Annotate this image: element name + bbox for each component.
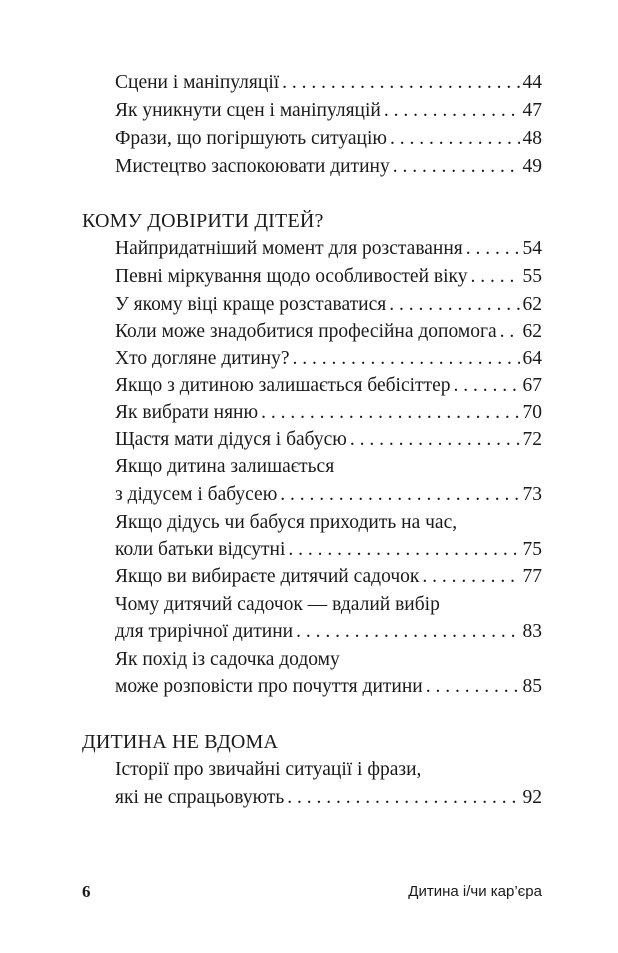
toc-entry-title: Якщо з дитиною залишається бебісіттер bbox=[115, 375, 451, 396]
toc-entry-page: 85 bbox=[522, 676, 542, 697]
toc-entry-title: Якщо ви вибираєте дитячий садочок bbox=[115, 566, 420, 587]
toc-entry-title: Мистецтво заспокоювати дитину bbox=[115, 156, 390, 177]
dot-leader bbox=[296, 619, 519, 645]
toc-entry bbox=[115, 482, 542, 508]
toc-entry bbox=[115, 98, 542, 124]
toc-entry-page: 92 bbox=[522, 787, 542, 808]
toc-entry-title-line1: Якщо дідусь чи бабуся приходить на час, bbox=[115, 512, 458, 533]
toc-entry-page: 72 bbox=[522, 429, 542, 450]
toc-entry bbox=[115, 346, 542, 372]
toc-entry-title: Певні міркування щодо особливостей віку bbox=[115, 266, 468, 287]
toc-entry bbox=[115, 319, 542, 345]
running-footer-title: Дитина і/чи кар’єра bbox=[408, 883, 542, 900]
toc-entry-page: 75 bbox=[522, 539, 542, 560]
dot-leader bbox=[390, 126, 520, 152]
toc-entry-page: 64 bbox=[522, 348, 542, 369]
toc-entry-title: з дідусем і бабусею bbox=[115, 484, 278, 505]
toc-entry-title: для трирічної дитини bbox=[115, 621, 294, 642]
toc-entry-title-line1: Як похід із садочка додому bbox=[115, 649, 340, 670]
toc-entry bbox=[115, 373, 542, 399]
toc-entry-title-line1: Історії про звичайні ситуації і фрази, bbox=[115, 759, 422, 780]
toc-entry bbox=[115, 564, 542, 590]
toc-entry-title-line1: Чому дитячий садочок — вдалий вибір bbox=[115, 594, 440, 615]
dot-leader bbox=[389, 292, 519, 318]
toc-entry-title: Фрази, що погіршують ситуацію bbox=[115, 128, 387, 149]
toc-entry bbox=[115, 154, 542, 180]
toc-entry-page: 73 bbox=[522, 484, 542, 505]
toc-entry bbox=[115, 292, 542, 318]
toc-entry-page: 47 bbox=[522, 100, 542, 121]
dot-leader bbox=[350, 427, 520, 453]
dot-leader bbox=[384, 98, 520, 124]
dot-leader bbox=[453, 373, 519, 399]
toc-entry bbox=[115, 400, 542, 426]
toc-entry-page: 49 bbox=[522, 156, 542, 177]
toc-entry-page: 54 bbox=[522, 238, 542, 259]
toc-entry-title: Хто догляне дитину? bbox=[115, 348, 290, 369]
toc-entry bbox=[115, 126, 542, 152]
toc-entry-title: може розповісти про почуття дитини bbox=[115, 676, 423, 697]
dot-leader bbox=[426, 674, 520, 700]
dot-leader bbox=[422, 564, 519, 590]
toc-entry-page: 62 bbox=[522, 294, 542, 315]
toc-entry bbox=[115, 537, 542, 563]
toc-entry-title: Як уникнути сцен і маніпуляцій bbox=[115, 100, 381, 121]
toc-entry bbox=[115, 674, 542, 700]
toc-entry bbox=[115, 619, 542, 645]
toc-entry-title: які не спрацьовують bbox=[115, 787, 285, 808]
toc-entry bbox=[115, 785, 542, 811]
dot-leader bbox=[282, 70, 519, 96]
toc-entry-title: Коли може знадобитися професійна допомога bbox=[115, 321, 497, 342]
toc-entry-page: 44 bbox=[522, 72, 542, 93]
dot-leader bbox=[280, 482, 519, 508]
dot-leader bbox=[500, 319, 520, 345]
toc-entry-title: Сцени і маніпуляції bbox=[115, 72, 280, 93]
toc-entry-page: 70 bbox=[522, 402, 542, 423]
dot-leader bbox=[288, 537, 519, 563]
dot-leader bbox=[466, 236, 520, 262]
section-heading: ДИТИНА НЕ ВДОМА bbox=[82, 731, 279, 753]
dot-leader bbox=[261, 400, 519, 426]
toc-entry-page: 77 bbox=[522, 566, 542, 587]
toc-entry-title: У якому віці краще розставатися bbox=[115, 294, 387, 315]
page-number: 6 bbox=[82, 882, 91, 901]
toc-entry bbox=[115, 236, 542, 262]
dot-leader bbox=[393, 154, 520, 180]
toc-entry bbox=[115, 264, 542, 290]
toc-entry-page: 55 bbox=[522, 266, 542, 287]
dot-leader bbox=[287, 785, 519, 811]
toc-entry-title: коли батьки відсутні bbox=[115, 539, 286, 560]
toc-entry bbox=[115, 427, 542, 453]
toc-entry-page: 62 bbox=[522, 321, 542, 342]
toc-entry-title: Як вибрати няню bbox=[115, 402, 259, 423]
toc-entry bbox=[115, 70, 542, 96]
dot-leader bbox=[292, 346, 519, 372]
toc-entry-title: Найпридатніший момент для розставання bbox=[115, 238, 463, 259]
toc-entry-title-line1: Якщо дитина залишається bbox=[115, 456, 335, 477]
toc-entry-page: 67 bbox=[522, 375, 542, 396]
dot-leader bbox=[470, 264, 519, 290]
toc-entry-page: 48 bbox=[522, 128, 542, 149]
section-heading: КОМУ ДОВІРИТИ ДІТЕЙ? bbox=[82, 210, 324, 232]
toc-entry-title: Щастя мати дідуся і бабусю bbox=[115, 429, 347, 450]
toc-entry-page: 83 bbox=[522, 621, 542, 642]
